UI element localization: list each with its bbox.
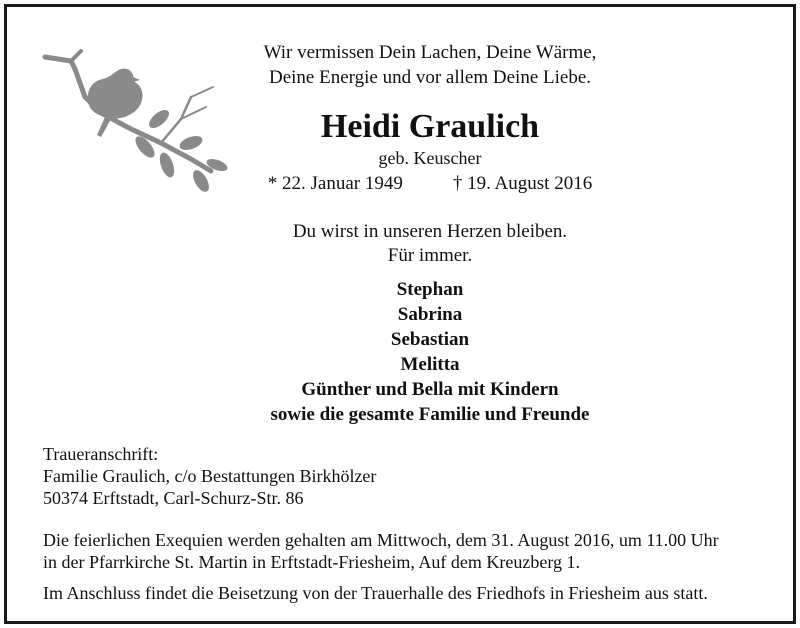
mourner: sowie die gesamte Familie und Freunde — [270, 404, 590, 425]
birth-name: geb. Keuscher — [378, 148, 482, 168]
address-label: Traueranschrift: — [43, 444, 159, 464]
burial-info — [43, 582, 783, 604]
memory-line-1: Du wirst in unseren Herzen bleiben. — [292, 221, 568, 242]
memory-line-2: Für immer. — [387, 245, 473, 266]
obituary-notice — [4, 4, 796, 624]
mourner: Günther und Bella mit Kindern — [301, 379, 559, 400]
service-line-1: Die feierlichen Exequien werden gehalten am Mittwoch, dem 31. August 2016, um 11.00 Uhr — [43, 530, 719, 550]
birth-date: * 22. Januar 1949 — [267, 173, 403, 194]
mourning-address — [43, 443, 376, 509]
address-line-2: 50374 Erftstadt, Carl-Schurz-Str. 86 — [43, 488, 304, 508]
funeral-service-info — [43, 529, 783, 573]
address-line-1: Familie Graulich, c/o Bestattungen Birkhölzer — [43, 466, 377, 486]
quote — [37, 40, 800, 90]
memory-text — [37, 220, 800, 268]
mourner: Melitta — [400, 354, 460, 375]
burial-line-1: Im Anschluss findet die Beisetzung von der Trauerhalle des Friedhofs in Friesheim aus statt. — [43, 583, 708, 603]
service-line-2: in der Pfarrkirche St. Martin in Erftstadt-Friesheim, Auf dem Kreuzberg 1. — [43, 552, 581, 572]
quote-line-2: Deine Energie und vor allem Deine Liebe. — [269, 67, 591, 88]
mourner: Sabrina — [397, 304, 463, 325]
life-dates — [37, 172, 800, 196]
deceased-name: Heidi Graulich — [320, 108, 540, 145]
mourner: Sebastian — [390, 329, 470, 350]
mourners-list — [37, 277, 800, 427]
mourner: Stephan — [396, 279, 464, 300]
quote-line-1: Wir vermissen Dein Lachen, Deine Wärme, — [263, 42, 597, 63]
death-date: † 19. August 2016 — [452, 173, 593, 194]
